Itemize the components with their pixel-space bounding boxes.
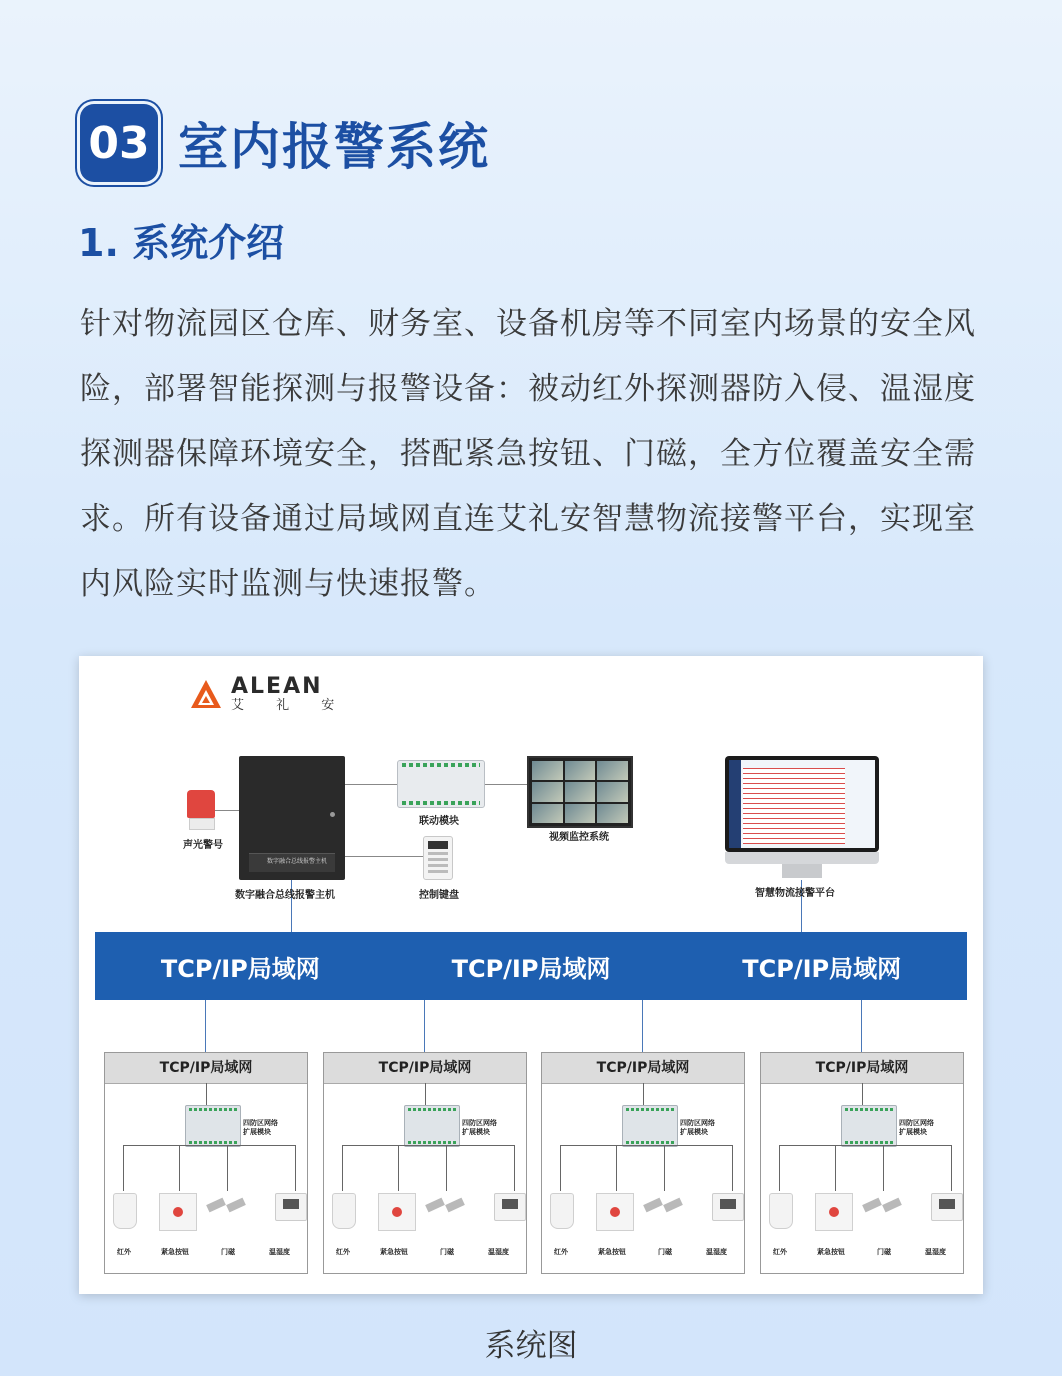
device-label: 门磁 (877, 1248, 891, 1256)
panic-button-icon (596, 1193, 634, 1231)
subsystem-panel (104, 1052, 308, 1274)
lan-label: TCP/IP局域网 (451, 954, 611, 983)
pir-sensor-icon (769, 1193, 793, 1229)
video-system-label: 视频监控系统 (549, 832, 609, 843)
module-label-line2: 扩展模块 (243, 1128, 271, 1136)
temp-humidity-sensor-icon (494, 1193, 526, 1221)
network-expansion-module (404, 1105, 460, 1147)
subsystem-panel (760, 1052, 964, 1274)
device-label: 紧急按钮 (598, 1248, 626, 1256)
section-title: 室内报警系统 (178, 118, 490, 176)
pir-sensor-icon (332, 1193, 356, 1229)
siren-device (187, 790, 215, 830)
device-label: 红外 (336, 1248, 350, 1256)
network-expansion-module (841, 1105, 897, 1147)
host-plate-text: 数字融合总线报警主机 (267, 858, 328, 865)
keypad-device (423, 836, 453, 880)
alarm-host-device (239, 756, 345, 880)
door-magnet-icon (205, 1193, 247, 1217)
panic-button-icon (378, 1193, 416, 1231)
module-label-line2: 扩展模块 (680, 1128, 708, 1136)
intro-paragraph: 针对物流园区仓库、财务室、设备机房等不同室内场景的安全风险，部署智能探测与报警设备：被动红外探测器防入侵、温湿度探测器保障环境安全，搭配紧急按钮、门磁，全方位覆盖安全需求。所有设备通过局域网直连艾礼安智慧物流接警平台，实现室内风险实时监测与快速报警。 (80, 306, 976, 602)
lan-label: TCP/IP局域网 (160, 954, 320, 983)
temp-humidity-sensor-icon (931, 1193, 963, 1221)
section-number-badge: 03 (80, 104, 158, 182)
device-label: 门磁 (440, 1248, 454, 1256)
logo-english: ALEAN (231, 674, 323, 699)
pir-sensor-icon (113, 1193, 137, 1229)
linkage-module-device (397, 760, 485, 808)
panic-button-icon (159, 1193, 197, 1231)
panic-button-icon (815, 1193, 853, 1231)
temp-humidity-sensor-icon (275, 1193, 307, 1221)
temp-humidity-sensor-icon (712, 1193, 744, 1221)
door-magnet-icon (861, 1193, 903, 1217)
platform-label: 智慧物流接警平台 (755, 888, 835, 899)
logo-chinese: 艾 礼 安 (231, 698, 349, 713)
network-expansion-module (622, 1105, 678, 1147)
alean-logo-icon (189, 678, 223, 712)
door-magnet-icon (642, 1193, 684, 1217)
section-header (80, 104, 490, 182)
module-label-line1: 四防区网络 (243, 1119, 278, 1127)
keypad-label: 控制键盘 (419, 890, 459, 901)
subsystem-header: TCP/IP局域网 (542, 1053, 744, 1084)
video-monitor-device (527, 756, 633, 828)
device-label: 红外 (117, 1248, 131, 1256)
device-label: 门磁 (658, 1248, 672, 1256)
device-label: 温湿度 (706, 1248, 727, 1256)
module-label-line1: 四防区网络 (680, 1119, 715, 1127)
lan-label: TCP/IP局域网 (742, 954, 902, 983)
device-label: 温湿度 (488, 1248, 509, 1256)
subsystem-panel (541, 1052, 745, 1274)
siren-label: 声光警号 (183, 840, 223, 851)
pir-sensor-icon (550, 1193, 574, 1229)
diagram-caption: 系统图 (484, 1328, 578, 1364)
device-label: 红外 (773, 1248, 787, 1256)
module-label-line1: 四防区网络 (462, 1119, 497, 1127)
device-label: 紧急按钮 (817, 1248, 845, 1256)
device-label: 门磁 (221, 1248, 235, 1256)
device-label: 紧急按钮 (161, 1248, 189, 1256)
platform-computer (725, 756, 879, 866)
module-label-line1: 四防区网络 (899, 1119, 934, 1127)
device-label: 红外 (554, 1248, 568, 1256)
device-label: 温湿度 (925, 1248, 946, 1256)
device-label: 紧急按钮 (380, 1248, 408, 1256)
door-magnet-icon (424, 1193, 466, 1217)
subsystem-header: TCP/IP局域网 (324, 1053, 526, 1084)
subsystem-header: TCP/IP局域网 (761, 1053, 963, 1084)
alarm-host-label: 数字融合总线报警主机 (235, 890, 335, 901)
module-label-line2: 扩展模块 (899, 1128, 927, 1136)
network-expansion-module (185, 1105, 241, 1147)
subsystem-panel (323, 1052, 527, 1274)
lan-backbone (95, 932, 967, 1000)
linkage-module-label: 联动模块 (419, 816, 459, 827)
section-subtitle: 1. 系统介绍 (78, 221, 285, 265)
alean-logo (189, 676, 348, 714)
module-label-line2: 扩展模块 (462, 1128, 490, 1136)
system-diagram (79, 656, 983, 1294)
device-label: 温湿度 (269, 1248, 290, 1256)
subsystem-header: TCP/IP局域网 (105, 1053, 307, 1084)
